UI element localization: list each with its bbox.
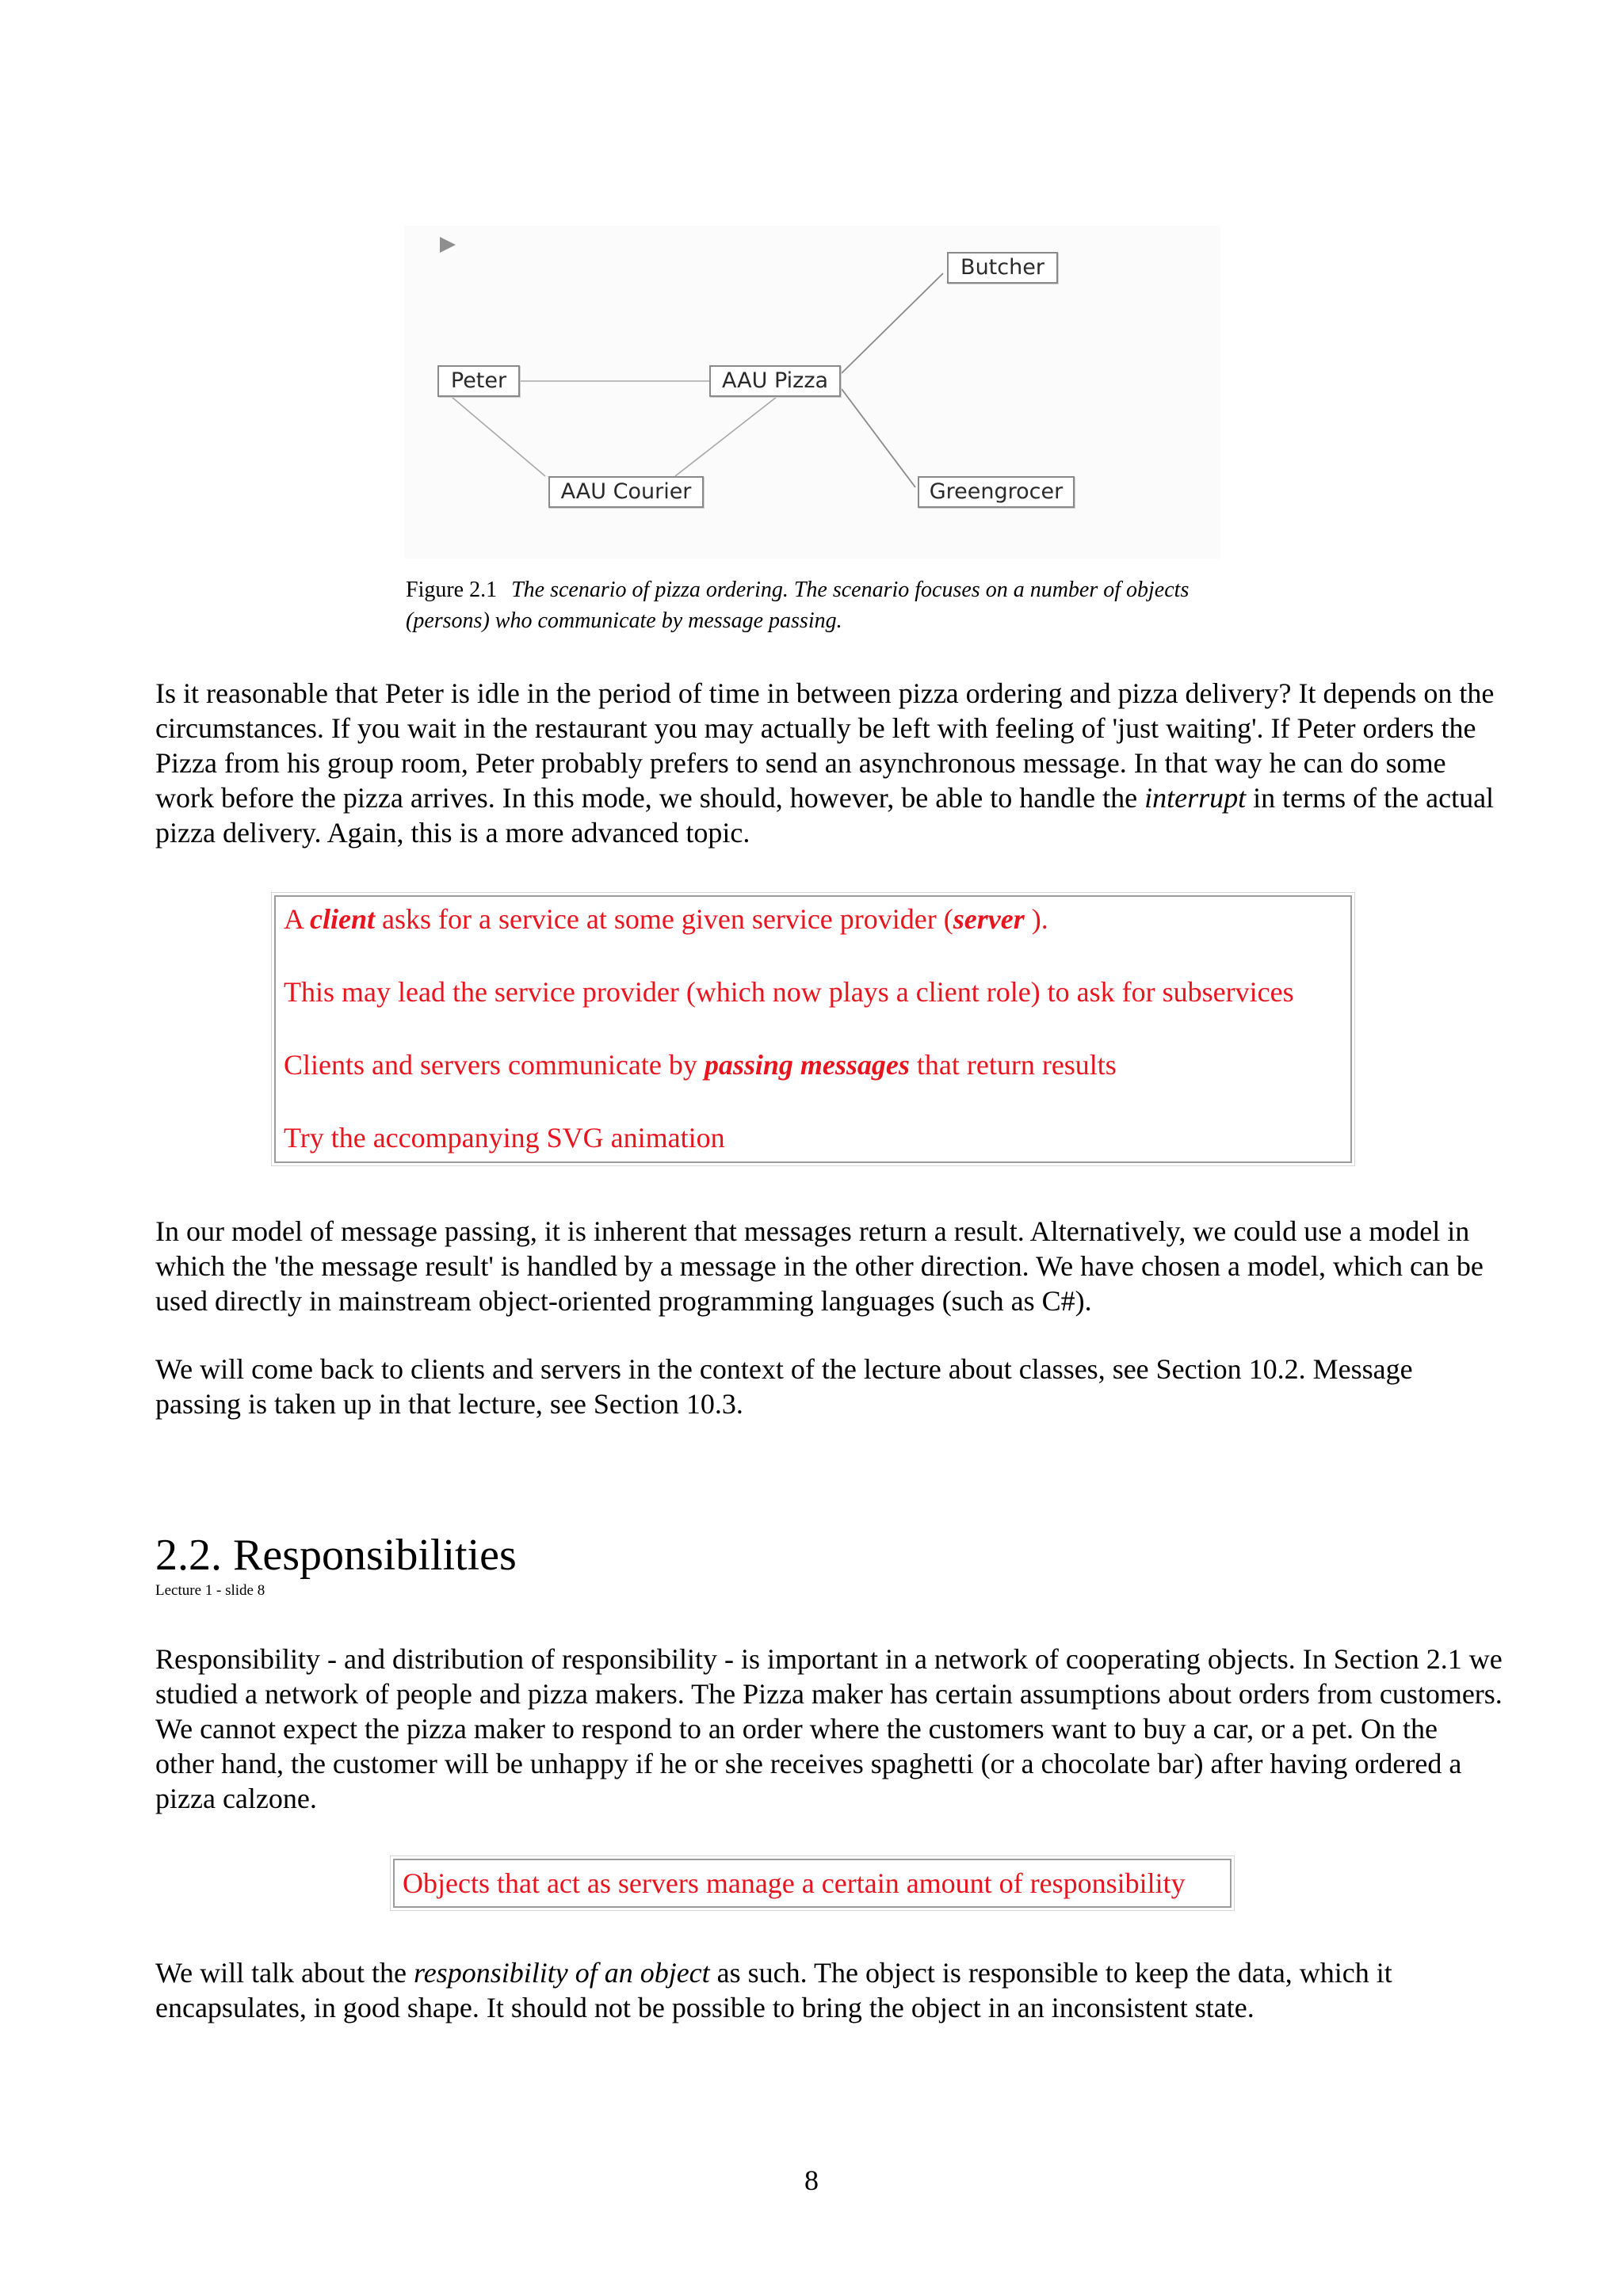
- edge-aau-pizza-butcher: [842, 273, 943, 373]
- paragraph-responsibility: Responsibility - and distribution of responsibility - is important in a network of cooperating objects. In Section 2.1 we studied a network of people and pizza makers. The Pizza maker has certain assumptions about orders from customers. We cannot expect the pizza maker to respond to an order where the customers want to buy a car, or a pet. On the other hand, the customer will be unhappy if he or she receives spaghetti (or a chocolate bar) after having ordered a pizza calzone.: [155, 1643, 1503, 1814]
- node-butcher: Butcher: [947, 252, 1058, 284]
- highlight-line-messages: [284, 1047, 1117, 1082]
- paragraph-message-result: In our model of message passing, it is inherent that messages return a result. Alternatively, we could use a model in which the 'the message result' is handled by a message in the other direction. We have chosen a model, which can be used directly in mainstream object-oriented programming languages (such as C#).: [155, 1215, 1484, 1317]
- section-title: 2.2. Responsibilities: [155, 1531, 517, 1580]
- paragraph-text: in terms of the actual pizza delivery. Again, this is a more advanced topic.: [155, 782, 1495, 849]
- svg-animation-link[interactable]: Try the accompanying SVG animation: [284, 1122, 725, 1154]
- term-client: client: [310, 903, 375, 935]
- client-server-highlight-box: [274, 895, 1352, 1163]
- highlight-text: Clients and servers communicate by: [284, 1049, 705, 1081]
- node-aau-courier: AAU Courier: [548, 476, 704, 508]
- highlight-line-responsibility: Objects that act as servers manage a certain amount of responsibility: [403, 1867, 1186, 1899]
- highlight-text: ).: [1024, 903, 1048, 935]
- edge-aau-pizza-greengrocer: [842, 389, 915, 487]
- paragraph-text: Is it reasonable that Peter is idle in the period of time in between pizza ordering and pizza delivery? It depends on the circumstances. If you wait in the restaurant you may actually be left with feeling of 'just waiting'. If Peter orders the Pizza from his group room, Peter probably prefers to send an asynchronous message. In that way he can do some work before the pizza arrives. In this mode, we should, however, be able to handle the: [155, 677, 1495, 814]
- term-server: server: [953, 903, 1025, 935]
- highlight-line-client: [284, 902, 1048, 936]
- highlight-text: A: [284, 903, 311, 935]
- responsibility-highlight-box: [393, 1859, 1232, 1908]
- paragraph-text: as such. The object is responsible to keep the data, which it encapsulates, in good shape. It should not be possible to bring the object in an inconsistent state.: [155, 1957, 1392, 2023]
- paragraph-text: We will talk about the: [155, 1957, 414, 1989]
- node-greengrocer: Greengrocer: [918, 476, 1075, 508]
- edge-peter-aau-courier: [452, 397, 545, 476]
- paragraph-object-responsibility: [155, 1955, 1503, 2025]
- paragraph-see-section: We will come back to clients and servers in the context of the lecture about classes, see Section 10.2. Message passing is taken up in that lecture, see Section 10.3.: [155, 1353, 1413, 1420]
- page-number: 8: [804, 2164, 819, 2196]
- figure-caption: [406, 574, 1230, 636]
- edge-aau-pizza-aau-courier: [675, 397, 777, 476]
- emphasis-interrupt: interrupt: [1144, 782, 1247, 814]
- figure-caption-text: The scenario of pizza ordering. The scenario focuses on a number of objects (persons) who communicate by message passing.: [406, 578, 1190, 633]
- node-peter: Peter: [437, 365, 520, 397]
- term-passing-messages: passing messages: [704, 1049, 910, 1081]
- pizza-scenario-figure: [404, 226, 1220, 559]
- highlight-text: that return results: [909, 1049, 1117, 1081]
- node-aau-pizza: AAU Pizza: [709, 365, 841, 397]
- paragraph-idle-peter: [155, 676, 1503, 850]
- section-slide-reference[interactable]: Lecture 1 - slide 8: [155, 1582, 265, 1599]
- figure-caption-label: Figure 2.1: [406, 578, 498, 602]
- highlight-line-subservices: This may lead the service provider (which now plays a client role) to ask for subservices: [284, 976, 1294, 1008]
- play-triangle-icon[interactable]: [440, 237, 456, 253]
- emphasis-responsibility-of-object: responsibility of an object: [414, 1957, 710, 1989]
- highlight-text: asks for a service at some given service provider (: [375, 903, 953, 935]
